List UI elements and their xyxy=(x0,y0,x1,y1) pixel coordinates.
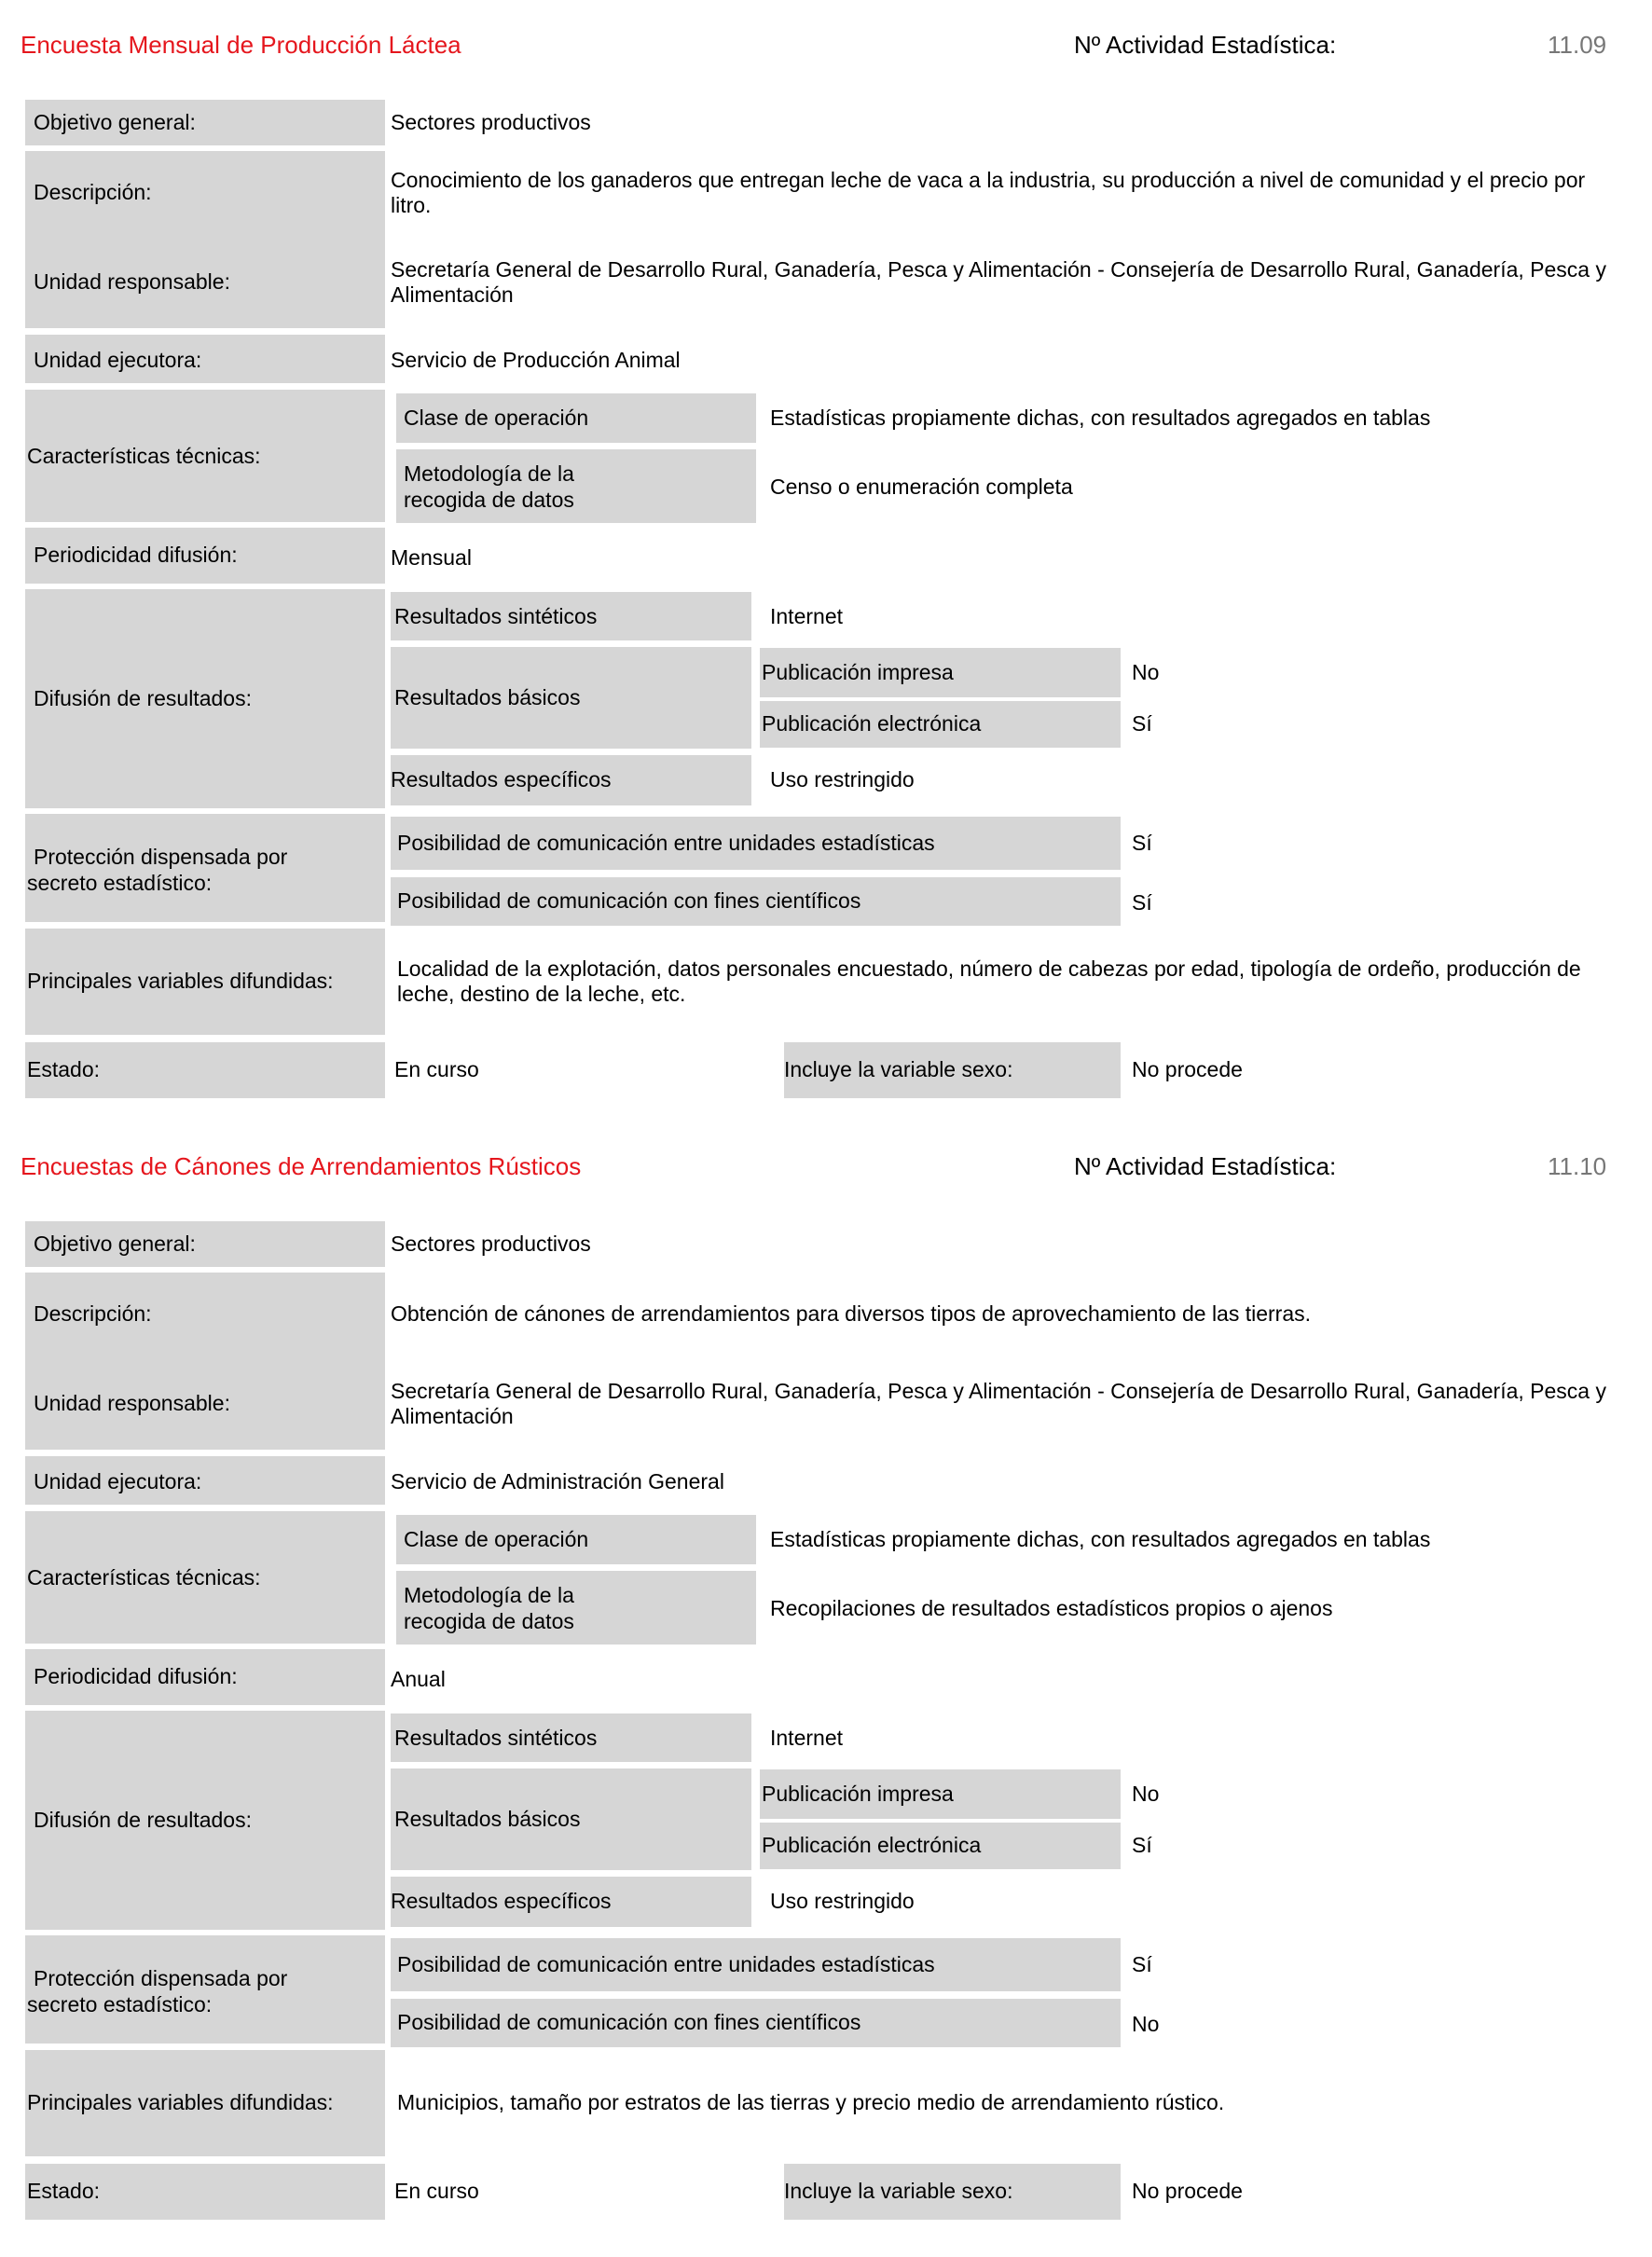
descripcion-value: Conocimiento de los ganaderos que entregan leche de vaca a la industria, su producción a nivel de comunidad y el precio por litro. xyxy=(391,168,1586,217)
metodologia-label: Metodología de la xyxy=(404,1583,574,1607)
impresa-label: Publicación impresa xyxy=(762,660,954,684)
especificos-value: Uso restringido xyxy=(770,1889,915,1913)
descripcion-label: Descripción: xyxy=(34,180,152,204)
objetivo-value: Sectores productivos xyxy=(391,110,591,134)
impresa-label: Publicación impresa xyxy=(762,1782,954,1806)
impresa-value: No xyxy=(1132,660,1160,684)
electronica-value: Sí xyxy=(1132,1833,1152,1857)
sinteticos-label: Resultados sintéticos xyxy=(394,604,598,628)
metodologia-label-2: recogida de datos xyxy=(404,488,574,512)
unidad-ejecutora-value: Servicio de Administración General xyxy=(391,1469,724,1493)
difusion-label: Difusión de resultados: xyxy=(34,686,252,710)
periodicidad-value: Mensual xyxy=(391,545,472,570)
unidad-responsable-label: Unidad responsable: xyxy=(34,1391,230,1415)
unidad-ejecutora-label: Unidad ejecutora: xyxy=(34,1469,202,1493)
metodologia-label-2: recogida de datos xyxy=(404,1609,574,1633)
clase-operacion-label: Clase de operación xyxy=(404,406,589,430)
clase-operacion-value: Estadísticas propiamente dichas, con resultados agregados en tablas xyxy=(770,406,1431,430)
especificos-label: Resultados específicos xyxy=(391,1889,612,1913)
clase-operacion-value: Estadísticas propiamente dichas, con resultados agregados en tablas xyxy=(770,1527,1431,1551)
proteccion-label: Protección dispensada por xyxy=(34,845,288,869)
periodicidad-value: Anual xyxy=(391,1667,446,1691)
estado-label: Estado: xyxy=(27,2179,100,2203)
com-cientificos-value: No xyxy=(1132,2012,1160,2036)
label-cell xyxy=(25,1273,385,1450)
com-cientificos-label: Posibilidad de comunicación con fines científicos xyxy=(397,2010,861,2034)
activity-number-label: Nº Actividad Estadística: xyxy=(1074,1152,1337,1180)
com-cientificos-label: Posibilidad de comunicación con fines científicos xyxy=(397,888,861,913)
variables-value: Localidad de la explotación, datos personales encuestado, número de cabezas por edad, tipología de ordeño, producción de leche, destino de la leche, etc. xyxy=(397,956,1581,1006)
variables-label: Principales variables difundidas: xyxy=(27,2090,334,2114)
basicos-label: Resultados básicos xyxy=(394,1807,581,1831)
sexo-value: No procede xyxy=(1132,1057,1243,1081)
estado-label: Estado: xyxy=(27,1057,100,1081)
activity-number-label: Nº Actividad Estadística: xyxy=(1074,31,1337,59)
caracteristicas-label: Características técnicas: xyxy=(27,444,261,468)
especificos-value: Uso restringido xyxy=(770,767,915,791)
unidad-ejecutora-value: Servicio de Producción Animal xyxy=(391,348,681,372)
periodicidad-label: Periodicidad difusión: xyxy=(34,543,238,567)
objetivo-label: Objetivo general: xyxy=(34,110,196,134)
objetivo-value: Sectores productivos xyxy=(391,1232,591,1256)
proteccion-label-2: secreto estadístico: xyxy=(27,871,213,895)
caracteristicas-label: Características técnicas: xyxy=(27,1565,261,1590)
com-unidades-label: Posibilidad de comunicación entre unidades estadísticas xyxy=(397,1952,935,1976)
objetivo-label: Objetivo general: xyxy=(34,1232,196,1256)
metodologia-label: Metodología de la xyxy=(404,461,574,486)
electronica-value: Sí xyxy=(1132,711,1152,736)
sinteticos-label: Resultados sintéticos xyxy=(394,1726,598,1750)
sexo-label: Incluye la variable sexo: xyxy=(784,2179,1013,2203)
unidad-ejecutora-label: Unidad ejecutora: xyxy=(34,348,202,372)
statistical-activity-card xyxy=(0,0,1652,1091)
com-cientificos-value: Sí xyxy=(1132,890,1152,915)
proteccion-label-2: secreto estadístico: xyxy=(27,1992,213,2016)
basicos-label: Resultados básicos xyxy=(394,685,581,709)
sinteticos-value: Internet xyxy=(770,1726,843,1750)
clase-operacion-label: Clase de operación xyxy=(404,1527,589,1551)
especificos-label: Resultados específicos xyxy=(391,767,612,791)
activity-number: 11.10 xyxy=(1548,1152,1607,1180)
activity-title: Encuestas de Cánones de Arrendamientos Rústicos xyxy=(21,1152,582,1180)
variables-value: Municipios, tamaño por estratos de las tierras y precio medio de arrendamiento rústico. xyxy=(397,2090,1225,2114)
com-unidades-value: Sí xyxy=(1132,831,1152,855)
descripcion-label: Descripción: xyxy=(34,1301,152,1326)
sinteticos-value: Internet xyxy=(770,604,843,628)
unidad-responsable-value: Secretaría General de Desarrollo Rural, Ganadería, Pesca y Alimentación - Consejería de Desarrollo Rural, Ganadería, Pesca y Alimentación xyxy=(391,257,1606,307)
sexo-label: Incluye la variable sexo: xyxy=(784,1057,1013,1081)
electronica-label: Publicación electrónica xyxy=(762,711,982,736)
difusion-label: Difusión de resultados: xyxy=(34,1808,252,1832)
activity-title: Encuesta Mensual de Producción Láctea xyxy=(21,31,461,59)
activity-number: 11.09 xyxy=(1548,31,1607,59)
electronica-label: Publicación electrónica xyxy=(762,1833,982,1857)
statistical-activity-card xyxy=(0,1122,1652,2212)
label-cell xyxy=(25,151,385,328)
descripcion-value: Obtención de cánones de arrendamientos para diversos tipos de aprovechamiento de las tierras. xyxy=(391,1301,1312,1326)
metodologia-value: Recopilaciones de resultados estadísticos propios o ajenos xyxy=(770,1596,1333,1620)
periodicidad-label: Periodicidad difusión: xyxy=(34,1664,238,1688)
estado-value: En curso xyxy=(394,2179,479,2203)
sexo-value: No procede xyxy=(1132,2179,1243,2203)
com-unidades-value: Sí xyxy=(1132,1952,1152,1976)
impresa-value: No xyxy=(1132,1782,1160,1806)
unidad-responsable-label: Unidad responsable: xyxy=(34,269,230,294)
metodologia-value: Censo o enumeración completa xyxy=(770,475,1073,499)
variables-label: Principales variables difundidas: xyxy=(27,969,334,993)
com-unidades-label: Posibilidad de comunicación entre unidades estadísticas xyxy=(397,831,935,855)
estado-value: En curso xyxy=(394,1057,479,1081)
proteccion-label: Protección dispensada por xyxy=(34,1966,288,1990)
unidad-responsable-value: Secretaría General de Desarrollo Rural, Ganadería, Pesca y Alimentación - Consejería de Desarrollo Rural, Ganadería, Pesca y Alimentación xyxy=(391,1379,1606,1428)
